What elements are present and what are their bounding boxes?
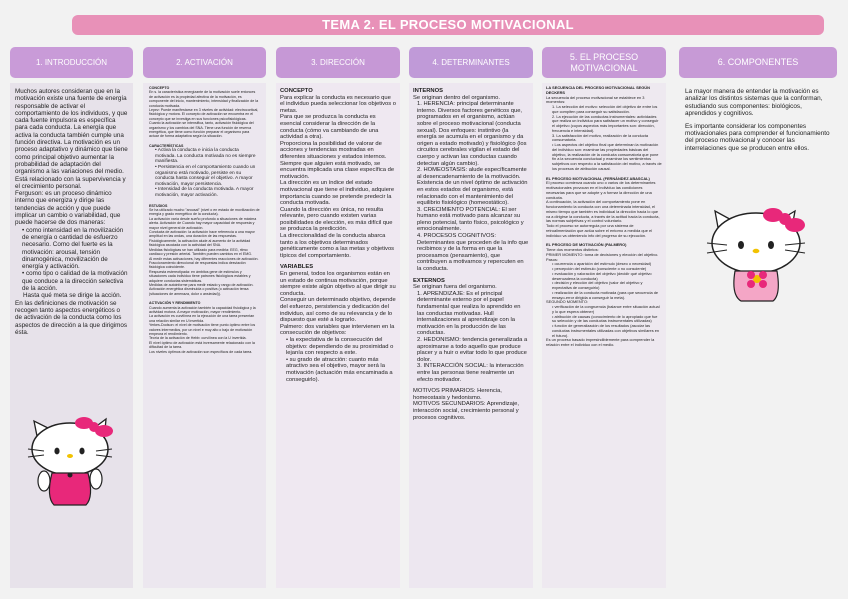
list-item: • verificación de la congruencia (balance entre situación actual y lo que espera obtener) (552, 304, 660, 314)
text-block: Se originan dentro del organismo. (413, 94, 501, 101)
section-heading: ESTUDIOS (149, 203, 168, 208)
header-determinantes: 4. DETERMINANTES (409, 47, 533, 78)
text-block: La secuencia del proceso motivacional se establece en 3 momentos: (546, 94, 645, 105)
section-heading: EL PROCESO DE MOTIVACIÓN (PALMERO) (546, 242, 627, 248)
list-item: • Persistencia en el comportamiento cuando un organismo está motivado, persiste en su conducta hasta conseguir el objetivo. A mayor motivación, mayor persistencia. (155, 165, 256, 187)
text-block: La mayor manera de entender la motivación es analizar los distintos sistemas que la conforman, estudiando sus componentes: biológicos, aprendidos y cognitivos. (685, 88, 823, 118)
column-direccion (276, 83, 400, 588)
list-item: 3. La satisfacción del motivo, realización de la conducta consumatoria. (552, 132, 649, 143)
text-block: Para explicar la conducta es necesario que el individuo pueda seleccionar los objetivos o metas. (280, 94, 397, 114)
header-proceso-motivacional: 5. EL PROCESO MOTIVACIONAL (542, 47, 666, 78)
intro-paragraph: Muchos autores consideran que en la motivación existe una fuente de energía responsable de activar el comportamiento de los individuos, y que cada fuente impulsora es específica para cada conducta. La energía que activa la conducta también cumple una función directiva. La motivación es un proceso adaptativo y dinámico que tiene como principal objetivo aumentar la probabilidad de adaptación del organismo a las variaciones del medio. Está relacionado con la supervivencia y el crecimiento personal. (15, 88, 128, 190)
text-block: Fraccionamiento direccional de respuestas indica desviación fisiológica coincidente. (149, 260, 246, 270)
list-item: 4. PROCESOS COGNITIVOS: Determinantes que proceden de la info que recibimos y de la forma en que la procesamos (pensamiento), que contribuyen a motivarnos y repercuten en la conducta. (417, 233, 529, 273)
text-block: Es importante considerar los componentes motivacionales para comprender el funcionamiento del proceso motivacional y conocer las interrelaciones que se producen entre ellos. (685, 122, 830, 152)
list-item: • Activa la conducta e inicia la conducta motivada. La conducta motivada no es siempre manifiesta. (155, 148, 256, 165)
text-block: PRIMER MOMENTO: toma de decisiones y elección del objetivo. Pasos: (546, 251, 659, 262)
section-heading: EXTERNOS (413, 277, 445, 284)
text-block: Yerkes-Dodson: el nivel de motivación tiene punto óptimo entre los valores intermedios, por un nivel e muy alto o bajo de motivación empeora el rendimiento. (149, 323, 256, 336)
text-block: Al medir estas activaciones, hay diferentes reacciones de activación. (149, 256, 259, 261)
text-block: En general, todos los organismos están en un estado de continua motivación, porque siempre existe algún objetivo al que dirigir su conducta. (280, 271, 396, 297)
section-heading: INTERNOS (413, 88, 443, 94)
list-item: • percepción del estímulo (consciente o no consciente) (552, 266, 647, 271)
section-heading: LA SECUENCIA DEL PROCESO MOTIVACIONAL SEGÚN DECKERS (546, 85, 650, 95)
section-heading: ACTIVACIÓN Y RENDIMIENTO (149, 301, 201, 306)
section-heading: CARACTERÍSTICAS (149, 143, 184, 148)
list-item: 3. CRECIMIENTO POTENCIAL: El ser humano está motivado para alcanzar su pleno potencial, tanto físico, psicológico y emocionalmente. (417, 206, 524, 233)
text-block: Cuanto la activación se intensifica, tanto, activación fisiológica del organismo y los cambios del SNA. Tiene una función de reserva energética, que tiene como función preparar el organismo para actuar de forma adaptativa según la situación. (149, 121, 254, 139)
list-item: • Los aspectos del objetivo final que determinan la motivación del individuo son: examinar las propiedades básicas del objetivo, la realización de la conducta consumatoria que pone fin a la secuencia conductual y examinar los sentimientos subjetivos con respecto a la satisfacción del motivo, a través de los procesos de atribución causal. (552, 142, 662, 171)
header-componentes: 6. COMPONENTES (679, 47, 837, 78)
list-item: • función de generalización de los resultados (asociar las conductas instrumentales utilizadas con objetivos similares en el futuro). (552, 323, 660, 338)
text-block: La activación es curvilínea en la ejecución de una tarea presentan una relación similar en U invertida. (149, 314, 255, 323)
page-title: TEMA 2. EL PROCESO MOTIVACIONAL (72, 15, 824, 35)
list-item: • realización de la conducta motivada (para que secuencia de ensayo-error dirigida a conseguir la meta). (552, 289, 659, 300)
text-block: Tiene dos momentos distintos: (546, 247, 599, 252)
text-block: El nivel óptimo de activación está inversamente relacionado con la dificultad de la tarea. (149, 340, 255, 350)
text-block: Todo el proceso se autorregula por una sistema de retroalimentación que actúa sobre el entorno a medida que el individuo va obteniendo info del progreso de su ejecución. (546, 223, 652, 238)
list-item: • decisión y elección del objetivo (valor del objetivo y expectativa de conseguirlo) (552, 280, 643, 290)
text-block: La dirección es un índice del estado motivacional que tiene el individuo, adquiere importancia cuando se pretende predecir la conducta motivada. (280, 180, 395, 207)
list-item: • como tipo o calidad de la motivación que conduce a la dirección selectiva de la acción. (22, 270, 128, 293)
text-block: Cuando aumenta la activación también la capacidad fisiológica y la actividad motora. A mayor motivación, mayor rendimiento. (149, 305, 256, 314)
section-heading: CONCEPTO (280, 88, 313, 94)
list-item: • Intensidad de la conducta motivada. A mayor motivación, mayor activación. (155, 187, 254, 199)
text-block: MOTIVOS SECUNDARIOS: Aprendizaje, interacción social, crecimiento personal y procesos cognitivos. (413, 401, 519, 421)
list-item: 2. La ejecución de las conductas instrumentales: actividades que realiza un individuo para satisfacer un motivo y conseguir el objetivo (cuyos aspectos más importantes son: dirección, frecuencia e intensidad). (552, 113, 659, 133)
ferguson-paragraph: Ferguson: es un proceso dinámico interno que energiza y dirige las tendencias de acción y que puede implicar un cambio o variabilidad, que puede hacerse de dos maneras: (15, 190, 121, 227)
text-block: Teoría de la activación de Hebb: curvilínea con la U invertida. (149, 336, 247, 341)
text-block: En s. la característica energizante de la motivación suele entonces de activación es la propiedad afectiva de la motivación, es componente del inicio, mantenimiento, intensidad y finalización de la conducta motivada. (149, 90, 259, 108)
header-introduccion: 1. INTRODUCCIÓN (10, 47, 133, 78)
list-item: • su grado de atracción: cuanto más atractivo sea el objetivo, mayor será la motivación (actuación más encaminada a conseguirlo). (286, 356, 393, 383)
text-block: La direccionalidad de la conducta abarca tanto a los objetivos determinados genéticamente como a las metas y objetivos típicos del comportamiento. (280, 233, 395, 259)
list-item: 1. La selección del motivo: selección del objetivo de entre los que compiten para conseguir su satisfacción. (552, 104, 658, 114)
list-item: 2. HEDONISMO: tendencia generalizada a aproximarse a todo aquello que produce placer y a huir o evitar todo lo que produce dolor. (417, 336, 528, 363)
list-item: • la expectativa de la consecución del objetivo: dependiendo de su proximidad o lejanía con respecto a este. (286, 336, 394, 357)
column-determinantes (409, 83, 533, 588)
list-item: 2. HOMEOSTASIS: alude específicamente al desencadenamiento de la motivación. Existencia de un nivel óptimo de activación en estos estados del organismo, está relacionado con el mantenimiento del equilibrio fisiológico (homeostático). (417, 167, 528, 207)
list-item: 1. HERENCIA: principal determinante interno. Diversos factores genéticos que, programados en el organismo, actúan sobre el proceso motivacional (conducta sexual). Dos enfoques: instintivo (la energía se acumula en el organismo y da origen a estado motivado) y fisiológico (los circuitos cerebrales vigilan el estado del cuerpo y activan las conductas cuando detectan algún cambio). (417, 101, 527, 167)
text-block: Los niveles óptimos de activación son específicos de cada tarea. (149, 349, 253, 354)
text-block: Conseguir un determinado objetivo, depende del esfuerzo, persistencia y dedicación del individuo, así como de su relevancia y de lo dispuesto que esté a lograrlo. (280, 297, 396, 324)
text-block: Activación energética disminuida o positiva (o activación tensa (situaciones de amenaza, dolor o ansiedad)). (149, 287, 249, 296)
text-block: A continuación, la activación del comportamiento pone en funcionamiento la conducta con una determinada intensidad, el mismo tiempo que también es individual la dirección hacia lo que va a dirigirse la conducta, a través de la actitud hacia la conducta, las normas subjetivas y el control voluntario. (546, 199, 660, 224)
text-block: Para que se produzca la conducta es esencial considerar la dirección de la conducta (cómo va cambiando de una actividad a otra). (280, 114, 379, 141)
list-item: 1. APRENDIZAJE: Es el principal determinante externo por el papel fundamental que realiza lo aprendido en las conductas motivadas. Hull internalizaciones al aprendizaje con la motivación en la producción de las conductas. (417, 290, 521, 337)
column-activacion (143, 83, 266, 588)
column-introduccion (10, 83, 133, 588)
list-item: 3. INTERACCIÓN SOCIAL: la interacción entre las personas tiene realmente un efecto motivador. (417, 363, 524, 383)
section-heading: CONCEPTO (149, 86, 170, 90)
text-block: Es un proceso basado impresindiblemente para comprender la relación entre el individuo con el medio. (546, 337, 655, 347)
hello-kitty-flower-illustration (701, 203, 811, 303)
column-componentes (679, 83, 837, 588)
text-block: Cuando la dirección es única, no resulta relevante, pero cuando existen varias posibilidades de elección, es más difícil que se produzca la predicción. (280, 206, 393, 233)
column-proceso-motivacional (542, 83, 666, 588)
text-block: Respuesta estereotipada: en ámbitos gene de estímulos y situaciones cada individuo tiene patrones fisiológicos estables y adquiere conductas sistemáticas. (149, 269, 251, 283)
text-block: Medidas fisiológicas se han utilizado para medirla: EEG, ritmo cardiaco y presión arterial. También pueden cambios en el EMG. (149, 247, 253, 257)
header-direccion: 3. DIRECCIÓN (276, 47, 400, 78)
text-block: Siempre que alguien está motivado, se encuentra implicada una clase específica de motivación. (280, 160, 395, 180)
hello-kitty-illustration (24, 413, 116, 509)
text-block: Conducta de activación: la activación hace referencia a una mayor amplitud en las ondas, una duración de las respuestas. (149, 230, 255, 239)
header-activacion: 2. ACTIVACIÓN (143, 47, 266, 78)
list-item: • atribución de causas (conocimiento de lo apropiado que fue su selección y de las conductas instrumentales utilizadas) (552, 313, 658, 324)
list-item: • como intensidad en la movilización de energía o cantidad de esfuerzo necesario. Como del fuerte es la motivación: arousal, tensión dinamogénica, movilización de energía y activación. (22, 226, 124, 271)
text-block: La activación varía desde sueño profundo a situaciones de máxima alerta. Activación de Cuando hay mayor capacidad de respuesta y mayor nivel general de activación. (149, 216, 257, 230)
text-block: Se ha utilizado mucho "arousal" (nivel o en estado de movilización de energía y grado energético de la conducta). (149, 208, 260, 217)
text-block: Palmero: dos variables que intervienen en la consecución de objetivos: (280, 323, 395, 337)
text-block: Medidas de autoinforme para medir estado y rango de activación. (149, 282, 254, 287)
list-item: • ocurrencia o aparición del estímulo (deseo o necesidad) (552, 261, 652, 267)
section-heading: VARIABLES (280, 264, 314, 271)
closing-paragraph: Hasta qué meta se dirige la acción. En las definiciones de motivación se recogen tanto aspectos energéticos o de activación de la conducta como los aspectos de dirección a la que dirigimos ésta. (15, 292, 128, 336)
text-block: El proceso comienza cuando uno o varios de los determinantes motivacionales provocan en el individuo las condiciones necesarias para que se adopte y a formar la dirección de una conducta. (546, 180, 656, 200)
text-block: Proporciona la posibilidad de valorar de acciones y tendencias mostradas en diferentes situaciones y estados internos. (280, 140, 387, 160)
text-block: SEGUNDO MOMENTO: (546, 299, 589, 305)
text-block: Se originan fuera del organismo. (413, 284, 497, 291)
section-heading: EL PROCESO MOTIVACIONAL (FERNÁNDEZ ABASCAL) (546, 175, 650, 181)
list-item: • evaluación y valoración del objetivo (decidir qué objetivo desencadena la conducta) (552, 270, 652, 281)
text-block: MOTIVOS PRIMARIOS: Herencia, homeostasis y hedonismo. (413, 388, 502, 401)
text-block: Fisiológicamente, la activación alude al aumento de la actividad fisiológica asociada con la actividad del SNA. (149, 238, 251, 248)
text-block: Lepez: Puede manifestarse en 3 niveles de actividad: electrocortical, fisiológica y motora. El concepto de activación se encuentra en el concepto que se investiga en sus funciones psicofisiológicas. (149, 108, 259, 121)
